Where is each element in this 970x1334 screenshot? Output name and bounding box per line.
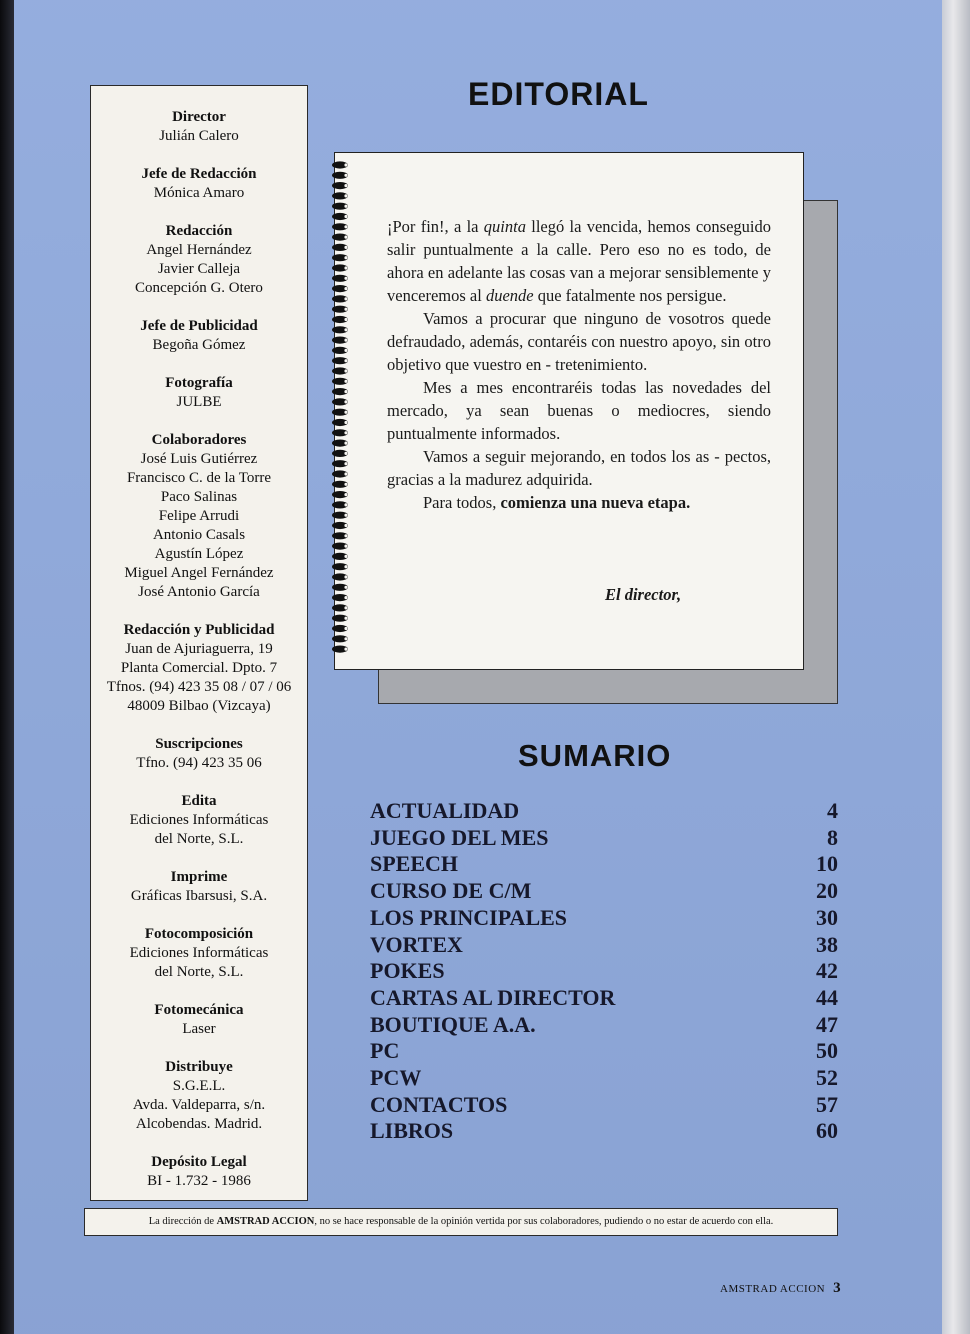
spiral-hole	[344, 390, 347, 393]
sumario-page: 20	[816, 878, 838, 904]
credit-name: Javier Calleja	[157, 261, 241, 277]
spiral-hole	[344, 318, 347, 321]
credit-name: del Norte, S.L.	[154, 831, 244, 847]
sumario-title: PCW	[370, 1065, 422, 1091]
credit-name: Begoña Gómez	[152, 337, 246, 353]
sumario-item	[370, 958, 838, 985]
editorial-signature: El director,	[605, 585, 682, 604]
disclaimer-box	[84, 1208, 838, 1236]
sumario-page: 52	[816, 1065, 838, 1091]
sumario-page: 50	[816, 1038, 838, 1064]
credit-role: Fotocomposición	[144, 926, 254, 942]
spiral-hole	[344, 514, 347, 517]
sumario-page: 30	[816, 904, 838, 930]
credit-name: Tfnos. (94) 423 35 08 / 07 / 06	[106, 679, 292, 695]
sumario-heading: SUMARIO	[518, 738, 672, 773]
text-span: ¡Por fin!, a la	[387, 217, 484, 236]
spiral-hole	[344, 606, 347, 609]
credit-name: Alcobendas. Madrid.	[135, 1116, 263, 1132]
spiral-hole	[344, 215, 347, 218]
page-edge	[942, 0, 970, 1334]
sumario-page: 44	[816, 984, 838, 1010]
credit-role: Jefe de Publicidad	[140, 318, 258, 334]
emphasis: quinta	[483, 217, 526, 236]
credit-name: José Antonio García	[138, 584, 260, 600]
credit-block	[91, 1153, 307, 1191]
sumario-title: BOUTIQUE A.A.	[370, 1011, 536, 1037]
spiral-hole	[344, 555, 347, 558]
spiral-hole	[344, 431, 347, 434]
credits-column	[90, 85, 308, 1201]
page-number: 3	[833, 1280, 842, 1296]
sumario-page: 4	[827, 798, 838, 823]
sumario-title: ACTUALIDAD	[370, 798, 520, 823]
sumario-title: PC	[370, 1038, 400, 1064]
spiral-hole	[344, 617, 347, 620]
sumario-item	[370, 1065, 838, 1092]
credit-role: Jefe de Redacción	[141, 166, 257, 182]
credit-name: del Norte, S.L.	[154, 964, 244, 980]
credit-name: Planta Comercial. Dpto. 7	[120, 660, 278, 676]
spiral-hole	[344, 421, 347, 424]
spiral-hole	[344, 503, 347, 506]
credit-block	[91, 868, 307, 906]
sumario-item	[370, 825, 838, 852]
credit-name: Francisco C. de la Torre	[126, 470, 272, 486]
credit-name: Antonio Casals	[152, 527, 246, 543]
credit-block	[91, 1058, 307, 1134]
spiral-hole	[344, 483, 347, 486]
text-span: llegó la vencida, hemos conseguido salir puntualmente a la calle. Pero eso no es todo, de ahora en adelante las cosas van a mejorar sensiblemente y venceremos al	[387, 217, 771, 305]
credit-block	[91, 317, 307, 355]
sumario-page: 8	[827, 824, 838, 850]
spiral-hole	[344, 400, 347, 403]
sumario-item	[370, 985, 838, 1012]
editorial-paragraph	[387, 215, 771, 307]
spiral-binding-icon	[329, 159, 351, 659]
sumario-title: POKES	[370, 958, 445, 984]
credit-name: Ediciones Informáticas	[129, 945, 269, 961]
credit-name: BI - 1.732 - 1986	[147, 1173, 251, 1189]
editorial-text	[387, 215, 771, 514]
spiral-hole	[344, 256, 347, 259]
spiral-hole	[344, 524, 347, 527]
sumario-list	[370, 798, 838, 1145]
spiral-hole	[344, 648, 347, 651]
spiral-hole	[344, 205, 347, 208]
credit-name: Ediciones Informáticas	[129, 812, 269, 828]
page-footer	[720, 1280, 841, 1297]
credit-block	[91, 792, 307, 849]
editorial-heading: EDITORIAL	[468, 76, 649, 112]
credit-name: José Luis Gutiérrez	[140, 451, 258, 467]
sumario-item	[370, 1118, 838, 1145]
credit-name: S.G.E.L.	[172, 1078, 226, 1094]
sumario-page: 57	[816, 1091, 838, 1117]
spiral-hole	[344, 369, 347, 372]
sumario-item	[370, 1012, 838, 1039]
sumario-title: CURSO DE C/M	[370, 878, 532, 904]
sumario-page: 38	[816, 931, 838, 957]
sumario-item	[370, 851, 838, 878]
spiral-hole	[344, 411, 347, 414]
text-span: que fatalmente nos persigue.	[533, 286, 727, 305]
spiral-hole	[344, 442, 347, 445]
credit-block	[91, 431, 307, 602]
spiral-hole	[344, 596, 347, 599]
spiral-hole	[344, 194, 347, 197]
text-span: Para todos,	[423, 493, 501, 512]
credit-role: Redacción	[165, 223, 233, 239]
credit-block	[91, 165, 307, 203]
credit-name: 48009 Bilbao (Vizcaya)	[127, 698, 271, 714]
sumario-title: CONTACTOS	[370, 1091, 508, 1117]
credit-name: Miguel Angel Fernández	[124, 565, 274, 581]
credit-name: Paco Salinas	[160, 489, 238, 505]
credit-role: Fotografía	[165, 375, 233, 391]
spiral-hole	[344, 472, 347, 475]
credit-role: Colaboradores	[151, 432, 247, 448]
emphasis: comienza una nueva etapa.	[500, 493, 691, 512]
sumario-item	[370, 878, 838, 905]
credit-role: Edita	[181, 793, 217, 809]
credit-role: Fotomecánica	[154, 1002, 244, 1018]
editorial-paragraph	[387, 491, 771, 514]
credit-block	[91, 108, 307, 146]
spiral-hole	[344, 184, 347, 187]
sumario-title: LOS PRINCIPALES	[370, 904, 568, 930]
spiral-hole	[344, 349, 347, 352]
credit-block	[91, 222, 307, 298]
emphasis: duende	[485, 286, 534, 305]
credit-name: Avda. Valdeparra, s/n.	[132, 1097, 266, 1113]
text-span: , no se hace responsable de la opinión vertida por sus colaboradores, pudiendo o no estar de acuerdo con ella.	[314, 1216, 774, 1227]
credit-name: Felipe Arrudi	[158, 508, 240, 524]
spiral-hole	[344, 380, 347, 383]
spiral-hole	[344, 277, 347, 280]
sumario-title: CARTAS AL DIRECTOR	[370, 984, 616, 1010]
spiral-hole	[344, 225, 347, 228]
spiral-hole	[344, 565, 347, 568]
credit-role: Redacción y Publicidad	[123, 622, 275, 638]
sumario-title: LIBROS	[370, 1118, 454, 1144]
spiral-hole	[344, 339, 347, 342]
sumario-page: 47	[816, 1011, 838, 1037]
spiral-hole	[344, 297, 347, 300]
credit-block	[91, 1001, 307, 1039]
credit-name: Julián Calero	[159, 128, 239, 144]
sumario-title: VORTEX	[370, 931, 463, 957]
spiral-hole	[344, 174, 347, 177]
sumario-title: JUEGO DEL MES	[370, 824, 549, 850]
sumario-item	[370, 1092, 838, 1119]
spiral-hole	[344, 534, 347, 537]
spiral-hole	[344, 287, 347, 290]
editorial-paragraph: Mes a mes encontraréis todas las novedades del mercado, ya sean buenas o mediocres, siendo puntualmente informados.	[387, 378, 771, 443]
credit-block	[91, 735, 307, 773]
sumario-page: 42	[816, 958, 838, 984]
credit-block	[91, 374, 307, 412]
spiral-hole	[344, 575, 347, 578]
spiral-hole	[344, 545, 347, 548]
spiral-hole	[344, 236, 347, 239]
credit-name: Agustín López	[154, 546, 244, 562]
spiral-hole	[344, 637, 347, 640]
credit-role: Depósito Legal	[151, 1154, 247, 1170]
notebook-card	[334, 152, 804, 670]
spiral-hole	[344, 586, 347, 589]
credit-block	[91, 621, 307, 716]
credit-name: Gráficas Ibarsusi, S.A.	[130, 888, 268, 904]
sumario-page: 10	[816, 851, 838, 877]
credit-name: Laser	[182, 1021, 216, 1037]
spiral-hole	[344, 452, 347, 455]
spiral-hole	[344, 328, 347, 331]
sumario-page: 60	[816, 1118, 838, 1144]
credit-name: JULBE	[176, 394, 222, 410]
spiral-hole	[344, 359, 347, 362]
editorial-paragraph: Vamos a seguir mejorando, en todos los as - pectos, gracias a la madurez adquirida.	[387, 447, 771, 489]
scan-left-edge	[0, 0, 14, 1334]
spiral-hole	[344, 246, 347, 249]
credit-name: Angel Hernández	[146, 242, 252, 258]
spiral-hole	[344, 462, 347, 465]
credit-role: Distribuye	[165, 1059, 233, 1075]
sumario-item	[370, 1038, 838, 1065]
credit-role: Imprime	[170, 869, 228, 885]
credit-name: Juan de Ajuriaguerra, 19	[125, 641, 273, 657]
spiral-hole	[344, 493, 347, 496]
credit-block	[91, 925, 307, 982]
editorial-paragraph: Vamos a procurar que ninguno de vosotros quede defraudado, además, contaréis con nuestro apoyo, sin otro objetivo que vuestro en - tretenimiento.	[387, 309, 771, 374]
spiral-hole	[344, 627, 347, 630]
text-span: La dirección de	[148, 1216, 217, 1227]
sumario-item	[370, 798, 838, 825]
sumario-title: SPEECH	[370, 851, 459, 877]
magazine-name: AMSTRAD ACCION	[216, 1216, 315, 1227]
spiral-hole	[344, 266, 347, 269]
credit-role: Suscripciones	[155, 736, 243, 752]
credit-role: Director	[172, 109, 226, 125]
credit-name: Mónica Amaro	[153, 185, 245, 201]
credit-name: Tfno. (94) 423 35 06	[136, 755, 262, 771]
credit-name: Concepción G. Otero	[135, 280, 263, 296]
sumario-item	[370, 905, 838, 932]
sumario-item	[370, 932, 838, 959]
spiral-hole	[344, 163, 347, 166]
footer-magazine-name: AMSTRAD ACCION	[720, 1283, 826, 1295]
spiral-hole	[344, 308, 347, 311]
